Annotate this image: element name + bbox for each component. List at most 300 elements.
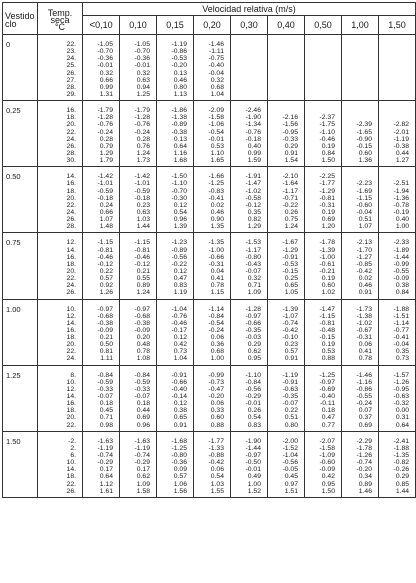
pmv-value: 0.40 <box>395 216 410 224</box>
pmv-value: -0.84 <box>245 378 261 386</box>
pmv-value: -1.19 <box>171 41 187 48</box>
pmv-column <box>83 35 120 101</box>
pmv-value: 1.07 <box>99 216 113 224</box>
temperature-list <box>38 167 83 233</box>
pmv-value: -0.76 <box>97 121 113 129</box>
pmv-value: 0.77 <box>321 421 335 429</box>
pmv-value: 1.04 <box>173 355 187 363</box>
temperature-value: 26. <box>66 487 76 495</box>
velocity-3 <box>194 16 231 35</box>
temperature-value: 18. <box>66 187 76 195</box>
pmv-value: -0.10 <box>282 334 298 342</box>
pmv-value: -0.30 <box>171 194 187 202</box>
pmv-value <box>268 107 298 114</box>
pmv-value: -1.47 <box>245 180 261 188</box>
pmv-value: 0.69 <box>136 414 150 422</box>
pmv-table-page <box>2 2 414 579</box>
pmv-value: 0.95 <box>321 480 335 488</box>
pmv-value: 0.17 <box>99 466 113 474</box>
temperature-value: 24. <box>66 355 76 363</box>
pmv-value: 0.88 <box>321 355 335 363</box>
pmv-value: 0.64 <box>395 421 410 429</box>
temperature-value: 8. <box>70 371 76 379</box>
pmv-value: -0.83 <box>208 187 224 195</box>
pmv-value: 1.12 <box>99 480 113 488</box>
pmv-column <box>379 233 416 299</box>
pmv-value: -0.21 <box>319 267 335 275</box>
pmv-value: 1.06 <box>173 480 187 488</box>
pmv-value: 0.91 <box>284 355 298 363</box>
temperature-value: 14. <box>66 246 76 254</box>
pmv-column <box>157 365 194 431</box>
temperature-value: 22. <box>66 41 76 48</box>
pmv-value: -1.11 <box>209 48 224 56</box>
pmv-column <box>305 101 342 167</box>
pmv-value: -1.56 <box>282 121 298 129</box>
pmv-column <box>231 299 268 365</box>
pmv-column <box>305 35 342 101</box>
pmv-value: 0.00 <box>395 407 410 415</box>
clo-group-row <box>3 365 416 431</box>
pmv-value: -1.86 <box>171 107 187 115</box>
pmv-value: -1.14 <box>208 305 224 313</box>
pmv-value: 0.62 <box>136 473 150 481</box>
pmv-value: 1.52 <box>247 487 261 495</box>
temperature-value: 20. <box>66 194 76 202</box>
pmv-value: -0.43 <box>245 260 261 268</box>
pmv-value: -1.25 <box>171 444 187 452</box>
pmv-value: 0.22 <box>99 267 113 275</box>
pmv-value: 0.57 <box>284 348 298 356</box>
pmv-value: 0.91 <box>173 421 187 429</box>
temperature-value: 22. <box>66 421 76 429</box>
pmv-value: 1.10 <box>210 149 224 157</box>
pmv-value: -1.34 <box>245 121 261 129</box>
pmv-value: 0.32 <box>99 69 113 77</box>
pmv-value <box>379 173 409 180</box>
pmv-value: -0.89 <box>171 121 187 129</box>
pmv-column <box>379 365 416 431</box>
pmv-value: -0.74 <box>282 319 298 327</box>
pmv-value: -0.29 <box>134 459 150 467</box>
pmv-column <box>305 233 342 299</box>
pmv-value: -0.70 <box>134 48 150 56</box>
pmv-column <box>268 431 305 497</box>
pmv-value: -0.97 <box>97 305 113 313</box>
pmv-value: 0.51 <box>358 216 372 224</box>
pmv-value: -1.46 <box>356 371 372 379</box>
pmv-value: -0.01 <box>97 62 113 70</box>
pmv-value: 0.55 <box>136 275 150 283</box>
pmv-value <box>342 114 372 121</box>
pmv-value: -0.33 <box>282 135 298 143</box>
pmv-value: -0.69 <box>319 385 335 393</box>
pmv-value: 1.09 <box>247 289 261 297</box>
pmv-value: -0.24 <box>97 128 113 136</box>
pmv-value: -0.29 <box>97 459 113 467</box>
pmv-value: 0.63 <box>136 76 150 84</box>
pmv-value: -0.54 <box>208 128 224 136</box>
temperature-value: 10. <box>66 305 76 313</box>
pmv-value: -0.90 <box>356 135 372 143</box>
pmv-value: -1.70 <box>356 246 372 254</box>
pmv-value: -1.00 <box>319 253 335 261</box>
pmv-value: -0.73 <box>208 378 224 386</box>
temperature-value: -2. <box>68 437 76 445</box>
pmv-value: -1.38 <box>171 114 187 122</box>
pmv-value: 0.41 <box>358 348 372 356</box>
pmv-value: 0.29 <box>284 142 298 150</box>
velocity-label: 1,00 <box>351 20 369 30</box>
pmv-value: -1.51 <box>393 312 410 320</box>
pmv-value: -2.37 <box>319 114 335 122</box>
pmv-column <box>157 35 194 101</box>
temperature-list <box>38 431 83 497</box>
pmv-value: -1.88 <box>393 305 410 313</box>
pmv-value: -0.59 <box>97 378 113 386</box>
pmv-value: -1.77 <box>208 437 224 445</box>
pmv-value: -2.51 <box>393 180 410 188</box>
pmv-value: -1.44 <box>393 253 410 261</box>
temperature-list <box>38 365 83 431</box>
pmv-value: 0.45 <box>284 473 298 481</box>
velocity-label: 0,15 <box>166 20 184 30</box>
pmv-value: 0.79 <box>99 142 113 150</box>
temperature-value: 22. <box>66 275 76 283</box>
pmv-value: 0.97 <box>284 480 298 488</box>
pmv-value: 0.65 <box>284 282 298 290</box>
pmv-value: -1.52 <box>282 444 298 452</box>
pmv-value: 0.96 <box>136 421 150 429</box>
pmv-value: -0.53 <box>282 260 298 268</box>
pmv-value: -1.19 <box>282 371 298 379</box>
pmv-column <box>83 101 120 167</box>
pmv-value: -1.94 <box>393 187 410 195</box>
velocity-label: 0,10 <box>129 20 147 30</box>
velocity-label: 0,40 <box>277 20 295 30</box>
pmv-column <box>268 299 305 365</box>
pmv-column <box>194 365 231 431</box>
pmv-value: -2.25 <box>319 173 335 181</box>
pmv-value: 0.45 <box>99 407 113 415</box>
pmv-column <box>342 299 379 365</box>
pmv-column <box>268 101 305 167</box>
pmv-value: 1.03 <box>210 480 224 488</box>
pmv-value: 1.79 <box>99 157 113 165</box>
pmv-value: -2.29 <box>356 437 372 445</box>
temperature-value: 20. <box>66 121 76 129</box>
pmv-value: 0.23 <box>284 341 298 349</box>
temperature-value: 26. <box>66 289 76 297</box>
pmv-value: 0.88 <box>210 421 224 429</box>
pmv-value: -1.05 <box>134 41 150 48</box>
pmv-value: -2.01 <box>393 128 410 136</box>
pmv-value: 1.05 <box>284 289 298 297</box>
pmv-value: -0.76 <box>245 128 261 136</box>
pmv-value: 0.92 <box>99 282 113 290</box>
pmv-value: -0.15 <box>319 334 335 342</box>
pmv-value: -0.84 <box>97 371 113 379</box>
pmv-value: 0.19 <box>321 275 335 283</box>
pmv-value: 1.31 <box>99 90 113 98</box>
pmv-value: -1.16 <box>356 378 372 386</box>
pmv-value: -0.41 <box>208 194 224 202</box>
temperature-value: 24. <box>66 55 76 63</box>
temperature-value: 24. <box>66 208 76 216</box>
velocity-2 <box>157 16 194 35</box>
temperature-value: 18. <box>66 407 76 415</box>
pmv-value: 0.21 <box>136 267 150 275</box>
pmv-value: -1.10 <box>245 371 261 379</box>
pmv-value: -0.04 <box>393 341 410 349</box>
pmv-value: -1.01 <box>97 180 113 188</box>
pmv-value: -1.10 <box>319 128 335 136</box>
pmv-value: -1.06 <box>208 121 224 129</box>
pmv-value: -0.46 <box>97 253 113 261</box>
pmv-value: 0.83 <box>173 282 187 290</box>
pmv-value: 1.20 <box>321 223 335 231</box>
pmv-value: 0.62 <box>247 348 261 356</box>
pmv-column <box>305 167 342 233</box>
pmv-value: -1.09 <box>319 452 335 460</box>
temperature-value: 30. <box>66 157 76 165</box>
pmv-value: -0.84 <box>134 371 150 379</box>
pmv-value: -0.53 <box>171 55 187 63</box>
pmv-column <box>83 233 120 299</box>
pmv-value: -0.70 <box>97 48 113 56</box>
pmv-value: -0.74 <box>97 452 113 460</box>
pmv-column <box>305 299 342 365</box>
pmv-column <box>157 431 194 497</box>
pmv-value: -0.22 <box>282 201 298 209</box>
pmv-value: -0.40 <box>319 393 335 401</box>
clo-value: 0.25 <box>3 101 38 167</box>
pmv-value: 0.66 <box>99 76 113 84</box>
pmv-value: -0.36 <box>134 55 150 63</box>
pmv-value: -1.75 <box>319 121 335 129</box>
pmv-column <box>268 35 305 101</box>
pmv-value: -0.32 <box>393 400 410 408</box>
pmv-value: -0.12 <box>97 260 113 268</box>
pmv-column <box>231 35 268 101</box>
pmv-value: -0.67 <box>356 326 372 334</box>
pmv-value: 1.24 <box>136 149 150 157</box>
pmv-value: 1.09 <box>136 480 150 488</box>
pmv-value: 0.13 <box>173 69 187 77</box>
pmv-value: -0.20 <box>356 466 372 474</box>
pmv-value: -0.41 <box>393 334 410 342</box>
pmv-value: 0.71 <box>247 282 261 290</box>
pmv-value: -0.07 <box>134 393 150 401</box>
temperature-value: 12. <box>66 312 76 320</box>
pmv-value: 0.96 <box>173 216 187 224</box>
pmv-column <box>194 299 231 365</box>
pmv-value: 0.28 <box>136 135 150 143</box>
pmv-value: 1.50 <box>321 487 335 495</box>
temperature-list <box>38 299 83 365</box>
pmv-value: -0.01 <box>245 400 261 408</box>
pmv-value: -0.40 <box>171 385 187 393</box>
temperature-value: 29. <box>66 90 76 98</box>
velocity-7 <box>342 16 379 35</box>
pmv-value: 0.80 <box>284 421 298 429</box>
pmv-column <box>268 365 305 431</box>
pmv-value: -0.80 <box>171 452 187 460</box>
pmv-value: 0.89 <box>136 282 150 290</box>
pmv-value: -1.50 <box>171 173 187 181</box>
pmv-value: 0.68 <box>210 348 224 356</box>
pmv-value: -0.74 <box>356 459 372 467</box>
table-header <box>3 3 416 35</box>
pmv-value: -0.33 <box>97 385 113 393</box>
velocity-label: 0,50 <box>314 20 332 30</box>
pmv-value: -0.33 <box>134 385 150 393</box>
pmv-value: 0.24 <box>99 201 113 209</box>
pmv-value: 1.44 <box>136 223 150 231</box>
pmv-value: -0.81 <box>319 319 335 327</box>
temperature-value: 14. <box>66 466 76 474</box>
pmv-value: -1.14 <box>393 319 410 327</box>
pmv-value: 0.19 <box>321 208 335 216</box>
pmv-value: 0.42 <box>173 341 187 349</box>
pmv-value: -0.78 <box>393 201 410 209</box>
velocity-label: 1,50 <box>388 20 406 30</box>
pmv-value: -0.66 <box>208 253 224 261</box>
pmv-column <box>231 101 268 167</box>
pmv-column <box>83 299 120 365</box>
temperature-value: 22. <box>66 201 76 209</box>
pmv-value: -0.55 <box>393 267 410 275</box>
pmv-value: -0.66 <box>245 319 261 327</box>
pmv-value: 0.38 <box>173 407 187 415</box>
pmv-value: 0.60 <box>321 282 335 290</box>
pmv-value: -0.56 <box>245 385 261 393</box>
pmv-value: -0.91 <box>282 378 298 386</box>
pmv-column <box>120 167 157 233</box>
pmv-value: 0.18 <box>321 407 335 415</box>
pmv-value: 0.91 <box>358 289 372 297</box>
pmv-value: 0.47 <box>173 275 187 283</box>
pmv-column <box>342 167 379 233</box>
pmv-value: 0.54 <box>210 473 224 481</box>
temperature-value: 14. <box>66 393 76 401</box>
pmv-value: -0.58 <box>245 194 261 202</box>
temperature-value: 23. <box>66 48 76 56</box>
pmv-value: 0.73 <box>173 348 187 356</box>
pmv-value: -0.46 <box>319 135 335 143</box>
pmv-value: -2.16 <box>282 114 298 122</box>
less-than-symbol: < <box>89 19 96 31</box>
pmv-value: 1.15 <box>210 289 224 297</box>
pmv-value: 1.07 <box>358 223 372 231</box>
pmv-value: -1.29 <box>319 187 335 195</box>
pmv-value: 0.35 <box>395 348 410 356</box>
pmv-value: -0.75 <box>208 55 224 63</box>
pmv-value: -0.09 <box>319 466 335 474</box>
pmv-value: 0.31 <box>395 414 410 422</box>
temperature-value: 26. <box>66 216 76 224</box>
pmv-value: -0.14 <box>171 393 187 401</box>
pmv-value: -0.63 <box>282 385 298 393</box>
pmv-value: 0.47 <box>321 414 335 422</box>
pmv-value: 1.54 <box>284 157 298 165</box>
pmv-column <box>268 233 305 299</box>
pmv-value: 0.12 <box>173 201 187 209</box>
pmv-value: -1.79 <box>134 107 150 115</box>
pmv-value: -0.81 <box>319 194 335 202</box>
velocity-6 <box>305 16 342 35</box>
velocity-header: Velocidad relativa (m/s) <box>83 3 416 16</box>
pmv-value: 0.21 <box>99 334 113 342</box>
pmv-value: -0.46 <box>171 319 187 327</box>
pmv-value: 1.59 <box>247 157 261 165</box>
pmv-column <box>379 35 416 101</box>
pmv-value: -1.10 <box>171 180 187 188</box>
pmv-value: 1.04 <box>210 90 224 98</box>
pmv-value: -0.31 <box>208 260 224 268</box>
pmv-column <box>194 233 231 299</box>
clo-group-row <box>3 431 416 497</box>
pmv-value: 0.35 <box>247 208 261 216</box>
pmv-value: -0.03 <box>245 334 261 342</box>
pmv-value: 0.32 <box>210 76 224 84</box>
pmv-value: -1.69 <box>356 187 372 195</box>
pmv-value: 0.06 <box>210 334 224 342</box>
pmv-value: -1.15 <box>97 239 113 247</box>
pmv-value: 0.76 <box>136 142 150 150</box>
pmv-value: 0.46 <box>173 76 187 84</box>
pmv-value: 1.24 <box>136 289 150 297</box>
pmv-column <box>305 365 342 431</box>
pmv-column <box>157 299 194 365</box>
pmv-value: -0.97 <box>245 312 261 320</box>
pmv-value: -1.63 <box>97 437 113 445</box>
pmv-value: 0.84 <box>395 289 410 297</box>
pmv-value: -1.58 <box>319 444 335 452</box>
pmv-value: 0.54 <box>173 208 187 216</box>
pmv-value: 0.20 <box>136 334 150 342</box>
pmv-column <box>194 431 231 497</box>
table-body <box>3 35 416 498</box>
pmv-value: -0.09 <box>393 275 410 283</box>
pmv-column <box>157 101 194 167</box>
pmv-value: 0.78 <box>358 355 372 363</box>
pmv-value: -1.57 <box>393 371 410 379</box>
pmv-value: 1.44 <box>395 487 410 495</box>
clo-group-row <box>3 233 416 299</box>
pmv-value: 0.57 <box>173 473 187 481</box>
pmv-value: -0.80 <box>245 253 261 261</box>
pmv-value: -2.13 <box>356 239 372 247</box>
pmv-value: 0.12 <box>173 334 187 342</box>
pmv-value: -1.88 <box>393 444 410 452</box>
pmv-value: 0.28 <box>99 135 113 143</box>
pmv-value: 1.00 <box>210 355 224 363</box>
pmv-column <box>379 101 416 167</box>
pmv-value: 0.29 <box>247 341 261 349</box>
pmv-value: -2.82 <box>393 121 410 129</box>
pmv-value: 1.08 <box>136 355 150 363</box>
pmv-value: 1.16 <box>173 149 187 157</box>
pmv-value: 0.57 <box>99 275 113 283</box>
vestido-header: Vestido clo <box>3 3 38 35</box>
pmv-value: -0.07 <box>245 267 261 275</box>
pmv-value: 1.19 <box>173 289 187 297</box>
pmv-value: -0.46 <box>134 253 150 261</box>
temperature-value: 20. <box>66 341 76 349</box>
pmv-value: -1.25 <box>208 180 224 188</box>
pmv-value: -1.73 <box>356 305 372 313</box>
